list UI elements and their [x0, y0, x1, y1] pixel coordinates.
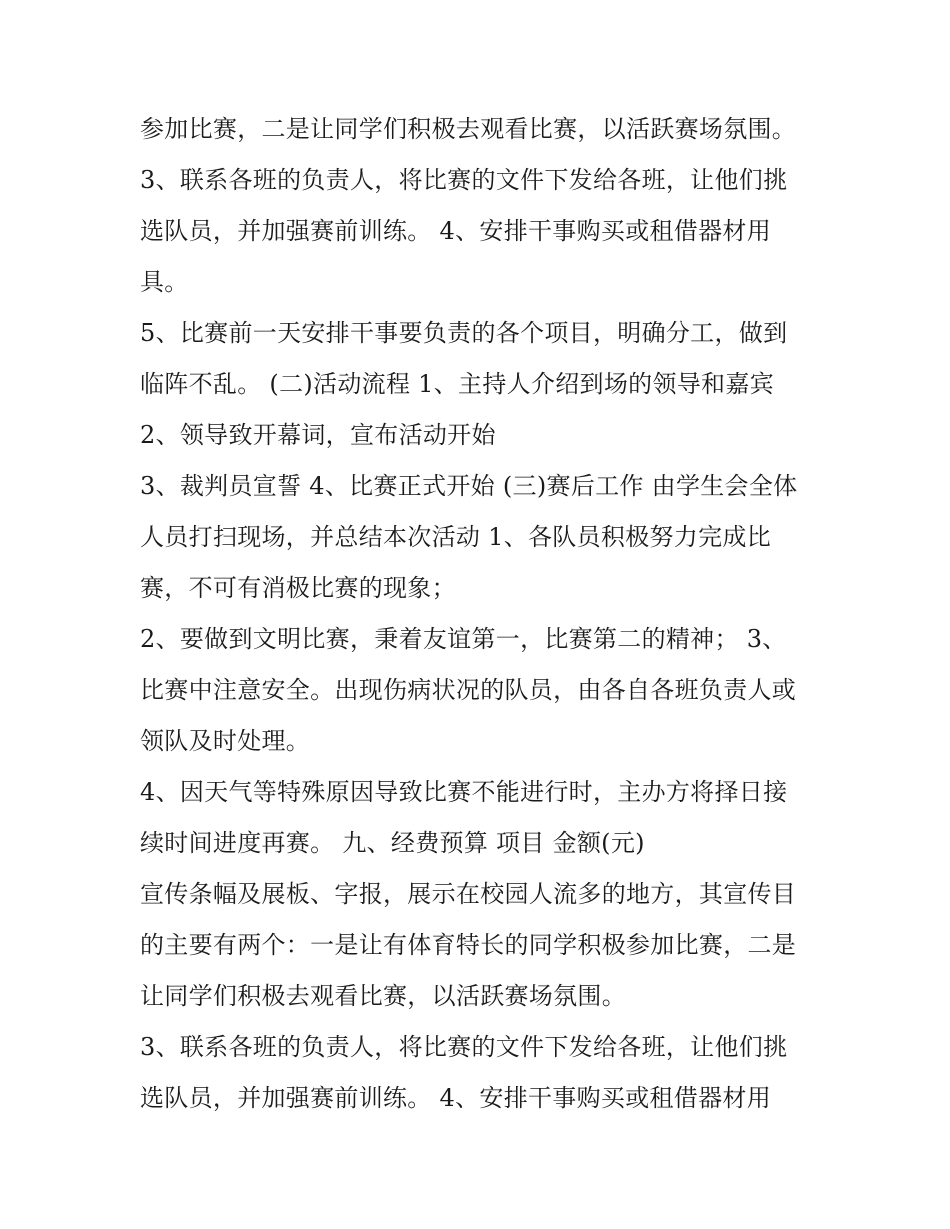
text-line: 参加比赛，二是让同学们积极去观看比赛，以活跃赛场氛围。: [140, 115, 797, 143]
text-line: 3、联系各班的负责人，将比赛的文件下发给各班，让他们挑: [140, 166, 788, 194]
text-line: 人员打扫现场，并总结本次活动 1、各队员积极努力完成比: [140, 523, 771, 551]
text-line: 2、领导致开幕词，宣布活动开始: [140, 421, 496, 449]
text-line: 4、因天气等特殊原因导致比赛不能进行时，主办方将择日接: [140, 778, 788, 806]
text-line: 续时间进度再赛。 九、经费预算 项目 金额(元): [140, 829, 645, 857]
text-line: 临阵不乱。 (二)活动流程 1、主持人介绍到场的领导和嘉宾: [140, 370, 774, 398]
text-line: 3、联系各班的负责人，将比赛的文件下发给各班，让他们挑: [140, 1033, 788, 1061]
text-line: 具。: [140, 268, 189, 296]
text-line: 的主要有两个：一是让有体育特长的同学积极参加比赛，二是: [140, 931, 797, 959]
text-line: 领队及时处理。: [140, 727, 311, 755]
text-line: 3、裁判员宣誓 4、比赛正式开始 (三)赛后工作 由学生会全体: [140, 472, 798, 500]
text-line: 5、比赛前一天安排干事要负责的各个项目，明确分工，做到: [140, 319, 788, 347]
document-body: [140, 104, 840, 1124]
text-line: 赛，不可有消极比赛的现象；: [140, 574, 456, 602]
text-line: 选队员，并加强赛前训练。 4、安排干事购买或租借器材用: [140, 217, 771, 245]
text-line: 比赛中注意安全。出现伤病状况的队员，由各自各班负责人或: [140, 676, 797, 704]
text-line: 选队员，并加强赛前训练。 4、安排干事购买或租借器材用: [140, 1084, 771, 1112]
text-line: 2、要做到文明比赛，秉着友谊第一，比赛第二的精神； 3、: [140, 625, 787, 653]
text-line: 宣传条幅及展板、字报，展示在校园人流多的地方，其宣传目: [140, 880, 797, 908]
text-line: 让同学们积极去观看比赛，以活跃赛场氛围。: [140, 982, 626, 1010]
